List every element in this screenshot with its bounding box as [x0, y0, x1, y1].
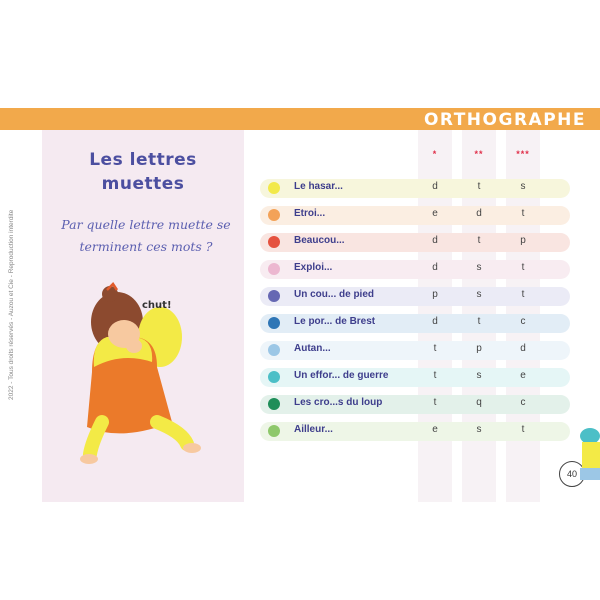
exercise-word: Un effor... de guerre	[294, 370, 389, 381]
letter-choice[interactable]: s	[476, 262, 482, 273]
color-dot-icon	[268, 236, 280, 248]
color-dot-icon	[268, 182, 280, 194]
letter-choice[interactable]: s	[476, 424, 482, 435]
exercise-row	[260, 233, 570, 252]
letter-choice[interactable]: e	[432, 424, 438, 435]
letter-choice[interactable]: d	[432, 262, 438, 273]
section-title: ORTHOGRAPHE	[423, 110, 586, 130]
exercise-row	[260, 179, 570, 198]
difficulty-header-3: ***	[516, 149, 530, 159]
letter-choice[interactable]: t	[521, 262, 525, 273]
question-line2: terminent ces mots ?	[79, 239, 213, 254]
letter-choice[interactable]: t	[433, 370, 437, 381]
color-dot-icon	[268, 425, 280, 437]
letter-choice[interactable]: s	[520, 181, 526, 192]
lesson-title-line2: muettes	[101, 174, 185, 194]
exercise-word: Les cro...s du loup	[294, 397, 383, 408]
exercise-word: Un cou... de pied	[294, 289, 375, 300]
letter-choice[interactable]: s	[476, 289, 482, 300]
letter-choice[interactable]: s	[476, 370, 482, 381]
letter-choice[interactable]: t	[433, 397, 437, 408]
color-dot-icon	[268, 209, 280, 221]
girl-shushing-illustration	[62, 282, 222, 472]
letter-choice[interactable]: e	[432, 208, 438, 219]
difficulty-header-2: **	[474, 149, 484, 159]
letter-choice[interactable]: t	[477, 181, 481, 192]
color-dot-icon	[268, 398, 280, 410]
question-line1: Par quelle lettre muette se	[61, 217, 231, 232]
letter-choice[interactable]: e	[520, 370, 526, 381]
letter-choice[interactable]: c	[520, 316, 526, 327]
letter-choice[interactable]: d	[476, 208, 482, 219]
color-dot-icon	[268, 263, 280, 275]
exercise-word: Le por... de Brest	[294, 316, 376, 327]
letter-choice[interactable]: t	[477, 235, 481, 246]
corner-decoration	[572, 424, 600, 484]
letter-choice[interactable]: q	[476, 397, 482, 408]
letter-choice[interactable]: d	[432, 181, 438, 192]
copyright-side-text: 2022 - Tous droits réservés - Auzou et Cie - Reproduction interdite	[8, 209, 15, 400]
letter-choice[interactable]: d	[432, 235, 438, 246]
exercise-row	[260, 260, 570, 279]
speech-bubble-text: chut!	[142, 300, 172, 311]
exercise-row	[260, 314, 570, 333]
exercise-word: Etroi...	[294, 208, 326, 219]
exercise-word: Exploi...	[294, 262, 333, 273]
page-number: 40	[559, 461, 585, 487]
letter-choice[interactable]: d	[432, 316, 438, 327]
color-dot-icon	[268, 344, 280, 356]
color-dot-icon	[268, 290, 280, 302]
color-dot-icon	[268, 317, 280, 329]
exercise-row	[260, 395, 570, 414]
exercise-word: Beaucou...	[294, 235, 345, 246]
exercise-row	[260, 287, 570, 306]
header-bar	[0, 108, 600, 130]
lesson-title	[42, 148, 244, 196]
letter-choice[interactable]: p	[476, 343, 482, 354]
exercise-word: Autan...	[294, 343, 331, 354]
letter-choice[interactable]: t	[521, 289, 525, 300]
color-dot-icon	[268, 371, 280, 383]
exercise-row	[260, 368, 570, 387]
exercise-row	[260, 422, 570, 441]
letter-choice[interactable]: t	[521, 208, 525, 219]
letter-choice[interactable]: t	[477, 316, 481, 327]
letter-choice[interactable]: t	[521, 424, 525, 435]
lesson-question	[56, 214, 236, 258]
difficulty-header-1: *	[432, 149, 438, 159]
exercise-row	[260, 206, 570, 225]
letter-choice[interactable]: d	[520, 343, 526, 354]
letter-choice[interactable]: p	[432, 289, 438, 300]
letter-choice[interactable]: t	[433, 343, 437, 354]
lesson-title-line1: Les lettres	[89, 150, 197, 170]
letter-choice[interactable]: c	[520, 397, 526, 408]
exercise-row	[260, 341, 570, 360]
letter-choice[interactable]: p	[520, 235, 526, 246]
exercise-word: Ailleur...	[294, 424, 333, 435]
exercise-word: Le hasar...	[294, 181, 343, 192]
